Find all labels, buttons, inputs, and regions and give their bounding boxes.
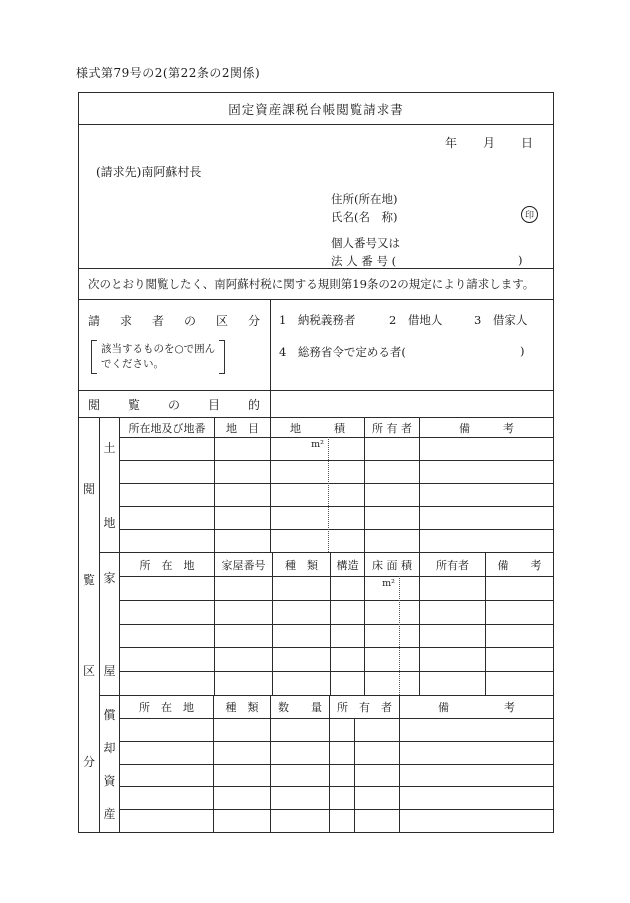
depreciable-category-label: 償 却 資 産 <box>100 696 120 832</box>
cell <box>214 484 270 506</box>
land-header-remarks: 備 考 <box>419 418 553 437</box>
option-house-tenant: 3 借家人 <box>474 313 528 327</box>
cell <box>364 461 419 483</box>
cell <box>120 577 214 600</box>
cell <box>270 787 329 809</box>
depreciable-header-remarks: 備 考 <box>399 696 553 718</box>
requester-category-label: 請求者の区分 <box>88 314 281 328</box>
cell <box>329 765 354 787</box>
inspection-label-char: 分 <box>82 755 95 769</box>
house-section <box>100 553 553 696</box>
cell <box>272 601 330 624</box>
option-taxpayer: 1 納税義務者 <box>279 313 356 327</box>
cell <box>419 530 553 552</box>
cell <box>272 625 330 648</box>
house-row <box>120 624 553 648</box>
cell <box>214 507 270 529</box>
house-row <box>120 600 553 624</box>
floor-area-unit: m² <box>382 578 395 589</box>
cell <box>399 719 553 741</box>
house-row <box>120 671 553 695</box>
cell <box>120 648 214 671</box>
cell <box>270 507 364 529</box>
depreciable-row <box>120 718 553 741</box>
cell <box>419 438 553 460</box>
note-text <box>97 340 219 374</box>
house-header-floor-area: 床 面 積 <box>364 553 419 576</box>
requester-category-row <box>79 300 553 391</box>
inspection-category-column <box>79 418 100 832</box>
cell <box>214 438 270 460</box>
cell <box>364 507 419 529</box>
land-grid <box>120 418 553 552</box>
cell <box>354 765 399 787</box>
header-block <box>79 125 553 269</box>
cell <box>330 672 364 695</box>
cell <box>270 530 364 552</box>
requester-category-cell <box>79 300 281 390</box>
depreciable-row <box>120 764 553 787</box>
cell <box>120 765 213 787</box>
circle-instruction-note <box>91 340 225 374</box>
cell <box>120 787 213 809</box>
cell <box>354 742 399 764</box>
land-row <box>120 483 553 506</box>
corporate-number-close-paren: ) <box>518 253 523 267</box>
purpose-label-cell <box>79 391 289 417</box>
cell <box>329 810 354 832</box>
cell <box>120 625 214 648</box>
cell <box>485 672 553 695</box>
inspection-table <box>79 418 553 832</box>
cell <box>214 672 272 695</box>
seal-stamp-icon: 印 <box>521 206 538 223</box>
cell <box>329 742 354 764</box>
cell <box>419 484 553 506</box>
house-category-label: 家 屋 <box>100 553 120 695</box>
depreciable-row <box>120 741 553 764</box>
depreciable-grid <box>120 696 553 832</box>
cell <box>120 507 214 529</box>
cell <box>120 484 214 506</box>
house-row <box>120 647 553 671</box>
cell <box>419 648 485 671</box>
house-header-structure: 構造 <box>330 553 364 576</box>
land-row <box>120 506 553 529</box>
cell <box>399 765 553 787</box>
date-day-label: 日 <box>520 136 533 150</box>
house-header-row <box>120 553 553 576</box>
note-line-2: でください。 <box>101 358 164 370</box>
land-row <box>120 437 553 460</box>
land-row <box>120 460 553 483</box>
cell <box>354 787 399 809</box>
cell <box>213 765 270 787</box>
area-dotted-separator <box>328 437 329 552</box>
cell <box>329 787 354 809</box>
cell <box>213 787 270 809</box>
cell <box>364 530 419 552</box>
land-header-owner: 所 有 者 <box>364 418 419 437</box>
address-label: 住所(所在地) <box>331 192 398 206</box>
cell <box>120 530 214 552</box>
cell <box>270 484 364 506</box>
depreciable-header-type: 種 類 <box>213 696 270 718</box>
cell <box>364 625 419 648</box>
house-header-owner: 所有者 <box>419 553 485 576</box>
floor-area-dotted-separator <box>399 576 400 695</box>
cell <box>419 577 485 600</box>
form-title: 固定資産課税台帳閲覧請求書 <box>79 93 553 125</box>
cell <box>364 648 419 671</box>
house-header-type: 種 類 <box>272 553 330 576</box>
cell <box>120 742 213 764</box>
house-header-building-number: 家屋番号 <box>214 553 272 576</box>
request-form-box <box>78 92 554 833</box>
purpose-label: 閲覧の目的 <box>88 397 289 412</box>
cell <box>485 625 553 648</box>
cell <box>364 484 419 506</box>
depreciable-assets-section <box>100 696 553 832</box>
cell <box>419 672 485 695</box>
note-bracket-right <box>219 340 225 374</box>
cell <box>419 625 485 648</box>
land-header-land-category: 地 目 <box>214 418 270 437</box>
cell <box>354 810 399 832</box>
land-header-row <box>120 418 553 437</box>
cell <box>364 438 419 460</box>
depreciable-row <box>120 786 553 809</box>
note-line-1: 該当するものを○で囲ん <box>101 343 216 355</box>
cell <box>214 577 272 600</box>
area-unit: m² <box>311 439 324 450</box>
personal-number-label: 個人番号又は <box>331 236 400 250</box>
requester-options-cell <box>271 300 553 390</box>
cell <box>270 765 329 787</box>
cell <box>329 719 354 741</box>
cell <box>399 810 553 832</box>
option-land-tenant: 2 借地人 <box>389 313 443 327</box>
cell <box>419 601 485 624</box>
inspection-label-char: 区 <box>82 664 95 678</box>
date-month-label: 月 <box>482 136 495 150</box>
purpose-entry-cell <box>271 391 553 417</box>
inspection-label-char: 閲 <box>82 482 95 496</box>
cell <box>485 648 553 671</box>
depreciable-row <box>120 809 553 832</box>
cell <box>214 625 272 648</box>
cell <box>364 601 419 624</box>
depreciable-header-owner: 所 有 者 <box>329 696 399 718</box>
name-label: 氏名(名 称) <box>331 210 398 224</box>
cell <box>485 601 553 624</box>
house-grid <box>120 553 553 695</box>
land-section <box>100 418 553 553</box>
land-category-label: 土 地 <box>100 418 120 552</box>
date-line <box>79 134 553 151</box>
cell <box>214 530 270 552</box>
inspection-label-char: 覧 <box>82 573 95 587</box>
date-year-label: 年 <box>444 136 457 150</box>
cell <box>354 719 399 741</box>
cell <box>120 672 214 695</box>
cell <box>120 810 213 832</box>
cell <box>270 719 329 741</box>
cell <box>214 648 272 671</box>
cell <box>120 461 214 483</box>
house-header-location: 所 在 地 <box>139 558 195 572</box>
house-row <box>120 576 553 600</box>
cell <box>330 648 364 671</box>
cell <box>272 648 330 671</box>
form-number: 様式第79号の2(第22条の2関係) <box>76 66 261 80</box>
cell <box>330 601 364 624</box>
land-header-area: 地 積 <box>270 418 364 437</box>
cell <box>364 672 419 695</box>
cell <box>419 507 553 529</box>
cell <box>213 742 270 764</box>
cell <box>270 461 364 483</box>
option-ministry-defined: 4 総務省令で定める者( <box>279 345 406 359</box>
depreciable-header-quantity: 数 量 <box>270 696 329 718</box>
depreciable-header-row <box>120 696 553 718</box>
depreciable-header-location: 所 在 地 <box>139 701 194 714</box>
cell <box>213 719 270 741</box>
cell <box>214 601 272 624</box>
declaration-text: 次のとおり閲覧したく、南阿蘇村税に関する規則第19条の2の規定により請求します。 <box>79 269 553 300</box>
cell <box>485 577 553 600</box>
option-ministry-close-paren: ) <box>520 344 525 358</box>
cell <box>272 577 330 600</box>
land-row <box>120 529 553 552</box>
cell <box>213 810 270 832</box>
cell <box>270 810 329 832</box>
addressee: (請求先)南阿蘇村長 <box>96 165 202 179</box>
corporate-number-label: 法 人 番 号 ( <box>331 254 397 268</box>
cell <box>120 719 213 741</box>
cell <box>120 601 214 624</box>
cell <box>270 742 329 764</box>
cell <box>419 461 553 483</box>
cell <box>214 461 270 483</box>
cell <box>272 672 330 695</box>
cell <box>120 438 214 460</box>
cell <box>399 787 553 809</box>
purpose-row <box>79 391 553 418</box>
cell <box>330 625 364 648</box>
house-header-remarks: 備 考 <box>485 553 553 576</box>
cell <box>399 742 553 764</box>
land-header-location: 所在地及び地番 <box>128 421 206 435</box>
